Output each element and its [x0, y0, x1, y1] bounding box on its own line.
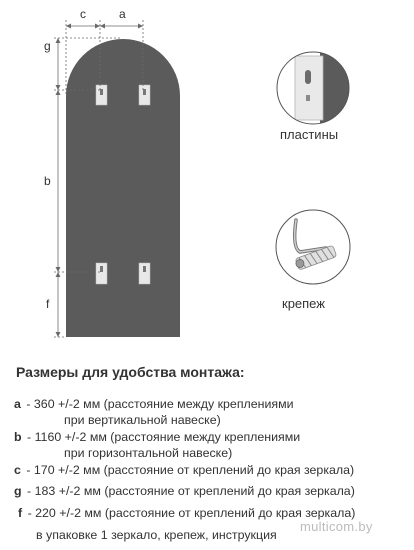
fastener-detail-icon — [276, 210, 350, 284]
dimension-label-f: f — [46, 297, 50, 311]
spec-text-a: - 360 +/-2 мм (расстояние между креплениями — [22, 397, 294, 411]
mounting-dimensions-heading: Размеры для удобства монтажа: — [16, 364, 245, 380]
spec-line-a — [14, 397, 294, 412]
watermark: multicom.by — [300, 519, 373, 534]
spec-line-g — [14, 484, 355, 499]
mirror-shape — [66, 39, 180, 337]
spec-line-c — [14, 463, 354, 478]
package-contents-note: в упаковке 1 зеркало, крепеж, инструкция — [36, 528, 277, 542]
mounting-plate-top-left — [96, 85, 107, 105]
spec-text-g: - 183 +/-2 мм (расстояние от креплений до края зеркала) — [23, 484, 355, 498]
spec-key-a: a — [14, 397, 21, 411]
mounting-plate-top-right — [139, 85, 150, 105]
dimension-label-g: g — [44, 39, 51, 53]
plates-caption: пластины — [280, 127, 339, 142]
mounting-plate-bottom-right — [139, 263, 150, 284]
spec-line-b-continued: при горизонтальной навеске) — [64, 446, 233, 460]
spec-key-f: f — [18, 506, 23, 520]
dimension-label-b: b — [44, 174, 51, 188]
spec-key-g: g — [14, 484, 22, 498]
dimension-label-c: c — [80, 7, 86, 21]
fasteners-caption: крепеж — [282, 296, 325, 311]
spec-line-a-continued: при вертикальной навеске) — [64, 413, 221, 427]
spec-key-b: b — [14, 430, 22, 444]
spec-line-b — [14, 430, 300, 445]
spec-key-c: c — [14, 463, 21, 477]
mounting-plate-bottom-left — [96, 263, 107, 284]
plate-detail-icon — [277, 50, 360, 130]
spec-text-f: - 220 +/-2 мм (расстояние от креплений до края зеркала) — [24, 506, 356, 520]
spec-text-c: - 170 +/-2 мм (расстояние от креплений до края зеркала) — [22, 463, 355, 477]
dimension-label-a: a — [119, 7, 126, 21]
spec-text-b: - 1160 +/-2 мм (расстояние между креплениями — [23, 430, 301, 444]
